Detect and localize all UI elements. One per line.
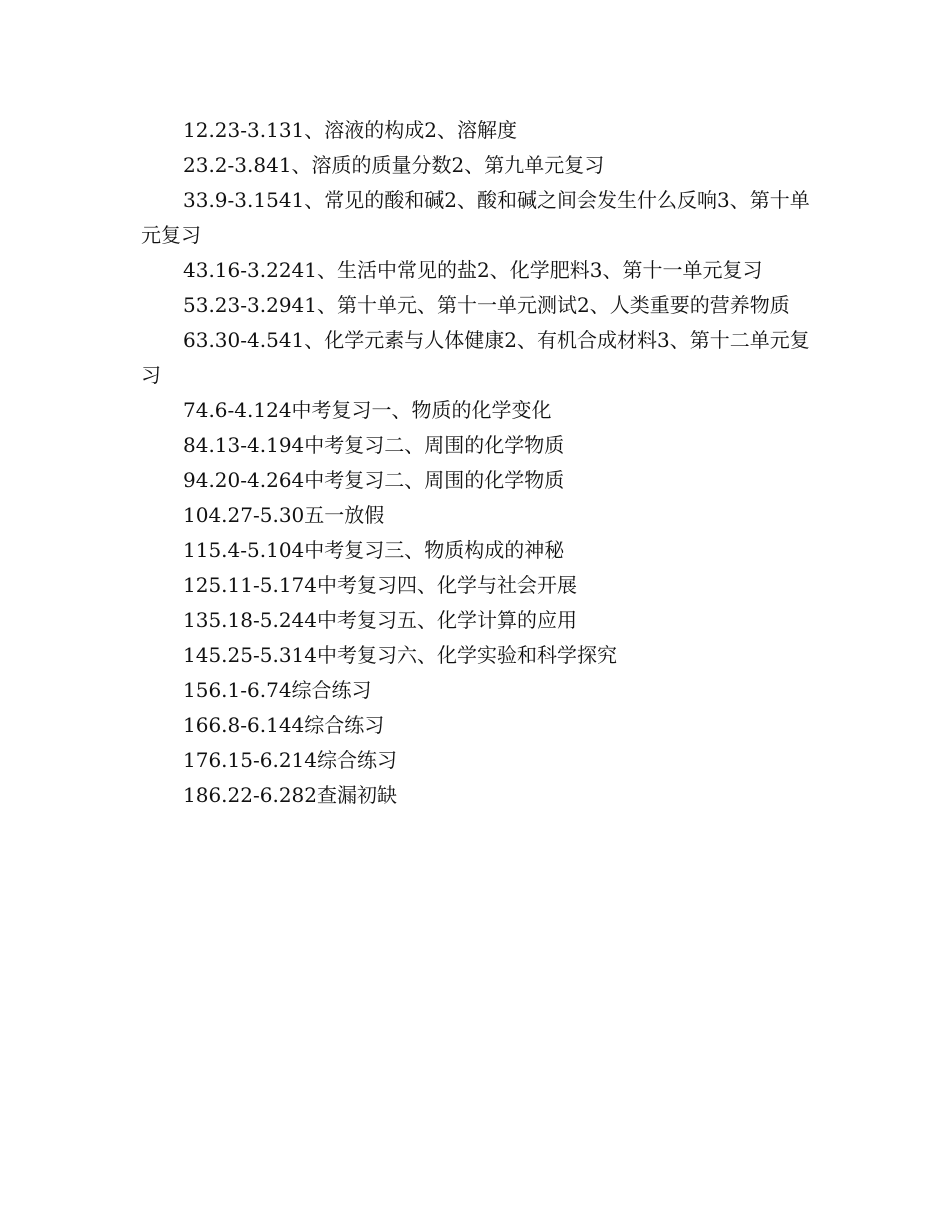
schedule-item: 74.6-4.124中考复习一、物质的化学变化 [183, 398, 552, 422]
schedule-item: 115.4-5.104中考复习三、物质构成的神秘 [183, 538, 565, 562]
schedule-item: 53.23-3.2941、第十单元、第十一单元测试2、人类重要的营养物质 [183, 293, 790, 317]
schedule-item: 63.30-4.541、化学元素与人体健康2、有机合成材料3、第十二单元复习 [141, 328, 810, 387]
schedule-item: 84.13-4.194中考复习二、周围的化学物质 [183, 433, 565, 457]
schedule-item: 43.16-3.2241、生活中常见的盐2、化学肥料3、第十一单元复习 [183, 258, 763, 282]
schedule-item: 166.8-6.144综合练习 [183, 713, 385, 737]
schedule-item: 125.11-5.174中考复习四、化学与社会开展 [183, 573, 577, 597]
schedule-item: 135.18-5.244中考复习五、化学计算的应用 [183, 608, 577, 632]
schedule-item: 23.2-3.841、溶质的质量分数2、第九单元复习 [183, 153, 605, 177]
schedule-item: 94.20-4.264中考复习二、周围的化学物质 [183, 468, 565, 492]
schedule-item: 156.1-6.74综合练习 [183, 678, 372, 702]
schedule-list [141, 113, 821, 813]
schedule-item: 186.22-6.282查漏初缺 [183, 783, 397, 807]
schedule-item: 12.23-3.131、溶液的构成2、溶解度 [183, 118, 517, 142]
schedule-item: 104.27-5.30五一放假 [183, 503, 385, 527]
schedule-item: 33.9-3.1541、常见的酸和碱2、酸和碱之间会发生什么反响3、第十单元复习 [141, 188, 810, 247]
schedule-item: 176.15-6.214综合练习 [183, 748, 397, 772]
schedule-item: 145.25-5.314中考复习六、化学实验和科学探究 [183, 643, 617, 667]
